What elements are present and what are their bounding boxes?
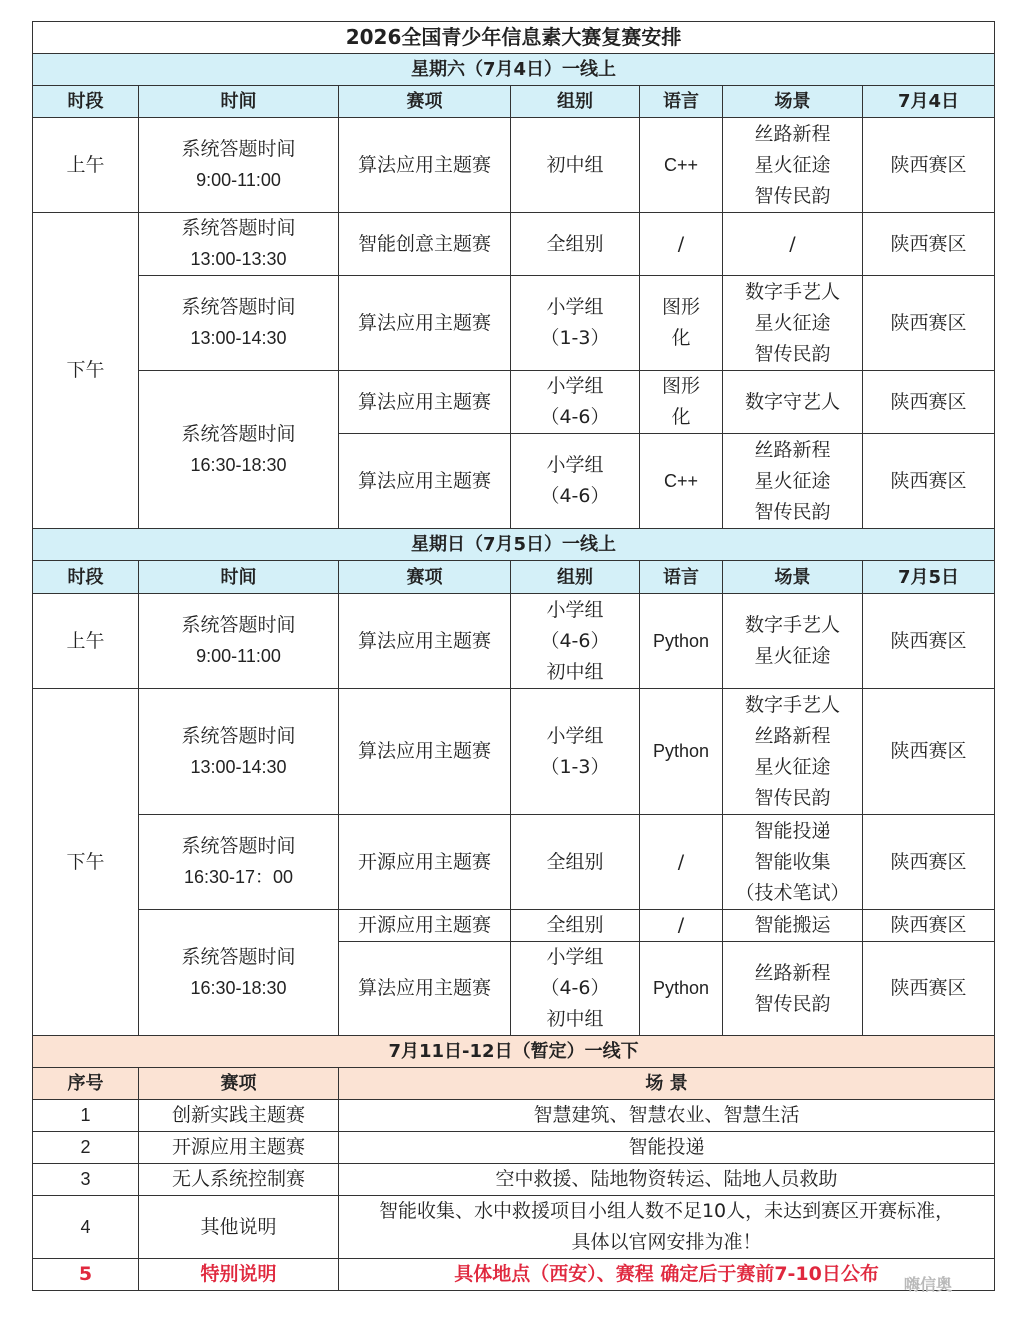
day2-col-time: 时间 <box>139 561 339 594</box>
lang-cell: / <box>640 815 723 910</box>
table-row <box>33 213 995 276</box>
no-cell: 1 <box>33 1100 139 1132</box>
scene-cell: 智能投递 智能收集 （技术笔试） <box>723 815 863 910</box>
region-cell: 陕西赛区 <box>863 213 995 276</box>
group-cell: 小学组 （4-6） 初中组 <box>511 594 640 689</box>
day2-col-period: 时段 <box>33 561 139 594</box>
event-cell: 无人系统控制赛 <box>139 1164 339 1196</box>
event-cell: 特别说明 <box>139 1259 339 1291</box>
lang-cell: Python <box>640 942 723 1036</box>
scene-cell: 数字手艺人 丝路新程 星火征途 智传民韵 <box>723 689 863 815</box>
event-cell: 算法应用主题赛 <box>339 371 511 434</box>
group-cell: 小学组 （1-3） <box>511 276 640 371</box>
scene-cell: 智能收集、水中救援项目小组人数不足10人，未达到赛区开赛标准， 具体以官网安排为准！ <box>339 1196 995 1259</box>
lang-cell: 图形 化 <box>640 371 723 434</box>
region-cell: 陕西赛区 <box>863 276 995 371</box>
lang-cell: C++ <box>640 434 723 529</box>
special-note-row <box>33 1259 995 1291</box>
table-row <box>33 815 995 910</box>
offline-col-event: 赛项 <box>139 1068 339 1100</box>
day1-col-scene: 场景 <box>723 86 863 118</box>
scene-cell: 智能搬运 <box>723 910 863 942</box>
event-cell: 算法应用主题赛 <box>339 276 511 371</box>
table-row <box>33 371 995 434</box>
scene-cell: 智能投递 <box>339 1132 995 1164</box>
event-cell: 算法应用主题赛 <box>339 434 511 529</box>
time-cell: 系统答题时间 9:00-11:00 <box>139 594 339 689</box>
event-cell: 开源应用主题赛 <box>339 910 511 942</box>
no-cell: 2 <box>33 1132 139 1164</box>
region-cell: 陕西赛区 <box>863 689 995 815</box>
table-row <box>33 118 995 213</box>
region-cell: 陕西赛区 <box>863 942 995 1036</box>
day1-col-time: 时间 <box>139 86 339 118</box>
lang-cell: 图形 化 <box>640 276 723 371</box>
day1-col-date: 7月4日 <box>863 86 995 118</box>
scene-cell: 丝路新程 星火征途 智传民韵 <box>723 434 863 529</box>
table-row <box>33 1132 995 1164</box>
period-cell: 上午 <box>33 118 139 213</box>
table-row <box>33 1164 995 1196</box>
event-cell: 开源应用主题赛 <box>139 1132 339 1164</box>
scene-cell: 数字手艺人 星火征途 <box>723 594 863 689</box>
region-cell: 陕西赛区 <box>863 594 995 689</box>
table-row <box>33 1196 995 1259</box>
schedule-sheet <box>32 21 994 1291</box>
group-cell: 小学组 （1-3） <box>511 689 640 815</box>
group-cell: 全组别 <box>511 815 640 910</box>
lang-cell: / <box>640 910 723 942</box>
day1-col-period: 时段 <box>33 86 139 118</box>
region-cell: 陕西赛区 <box>863 371 995 434</box>
time-cell: 系统答题时间 16:30-18:30 <box>139 910 339 1036</box>
day1-col-event: 赛项 <box>339 86 511 118</box>
group-cell: 小学组 （4-6） 初中组 <box>511 942 640 1036</box>
time-cell: 系统答题时间 16:30-18:30 <box>139 371 339 529</box>
event-cell: 开源应用主题赛 <box>339 815 511 910</box>
table-row <box>33 1100 995 1132</box>
group-cell: 全组别 <box>511 213 640 276</box>
event-cell: 算法应用主题赛 <box>339 594 511 689</box>
period-cell: 上午 <box>33 594 139 689</box>
scene-cell: 数字手艺人 星火征途 智传民韵 <box>723 276 863 371</box>
time-cell: 系统答题时间 13:00-13:30 <box>139 213 339 276</box>
period-cell: 下午 <box>33 213 139 529</box>
time-cell: 系统答题时间 16:30-17：00 <box>139 815 339 910</box>
schedule-table <box>32 21 995 1291</box>
lang-cell: Python <box>640 689 723 815</box>
lang-cell: C++ <box>640 118 723 213</box>
region-cell: 陕西赛区 <box>863 434 995 529</box>
watermark-logo: 嗨信奥 <box>904 1275 953 1294</box>
scene-cell: 数字守艺人 <box>723 371 863 434</box>
no-cell: 5 <box>33 1259 139 1291</box>
day2-section-header: 星期日（7月5日）一线上 <box>33 529 995 561</box>
time-cell: 系统答题时间 13:00-14:30 <box>139 689 339 815</box>
page-title: 2026全国青少年信息素大赛复赛安排 <box>33 22 995 54</box>
region-cell: 陕西赛区 <box>863 815 995 910</box>
region-cell: 陕西赛区 <box>863 910 995 942</box>
offline-col-no: 序号 <box>33 1068 139 1100</box>
day2-col-lang: 语言 <box>640 561 723 594</box>
group-cell: 全组别 <box>511 910 640 942</box>
period-cell: 下午 <box>33 689 139 1036</box>
event-cell: 算法应用主题赛 <box>339 118 511 213</box>
no-cell: 4 <box>33 1196 139 1259</box>
table-row <box>33 276 995 371</box>
table-row <box>33 594 995 689</box>
group-cell: 初中组 <box>511 118 640 213</box>
day2-col-group: 组别 <box>511 561 640 594</box>
event-cell: 算法应用主题赛 <box>339 689 511 815</box>
event-cell: 创新实践主题赛 <box>139 1100 339 1132</box>
scene-cell: 智慧建筑、智慧农业、智慧生活 <box>339 1100 995 1132</box>
event-cell: 其他说明 <box>139 1196 339 1259</box>
offline-section-header: 7月11日-12日（暂定）一线下 <box>33 1036 995 1068</box>
event-cell: 智能创意主题赛 <box>339 213 511 276</box>
day2-col-event: 赛项 <box>339 561 511 594</box>
event-cell: 算法应用主题赛 <box>339 942 511 1036</box>
scene-cell: 丝路新程 星火征途 智传民韵 <box>723 118 863 213</box>
scene-cell: 丝路新程 智传民韵 <box>723 942 863 1036</box>
day2-col-scene: 场景 <box>723 561 863 594</box>
table-row <box>33 910 995 942</box>
table-row <box>33 689 995 815</box>
time-cell: 系统答题时间 9:00-11:00 <box>139 118 339 213</box>
day1-col-group: 组别 <box>511 86 640 118</box>
lang-cell: / <box>640 213 723 276</box>
lang-cell: Python <box>640 594 723 689</box>
group-cell: 小学组 （4-6） <box>511 434 640 529</box>
scene-cell: / <box>723 213 863 276</box>
day2-col-date: 7月5日 <box>863 561 995 594</box>
group-cell: 小学组 （4-6） <box>511 371 640 434</box>
scene-cell: 空中救援、陆地物资转运、陆地人员救助 <box>339 1164 995 1196</box>
no-cell: 3 <box>33 1164 139 1196</box>
day1-section-header: 星期六（7月4日）一线上 <box>33 54 995 86</box>
time-cell: 系统答题时间 13:00-14:30 <box>139 276 339 371</box>
offline-col-scene: 场 景 <box>339 1068 995 1100</box>
day1-col-lang: 语言 <box>640 86 723 118</box>
region-cell: 陕西赛区 <box>863 118 995 213</box>
scene-cell: 具体地点（西安）、赛程 确定后于赛前7-10日公布 <box>339 1259 995 1291</box>
